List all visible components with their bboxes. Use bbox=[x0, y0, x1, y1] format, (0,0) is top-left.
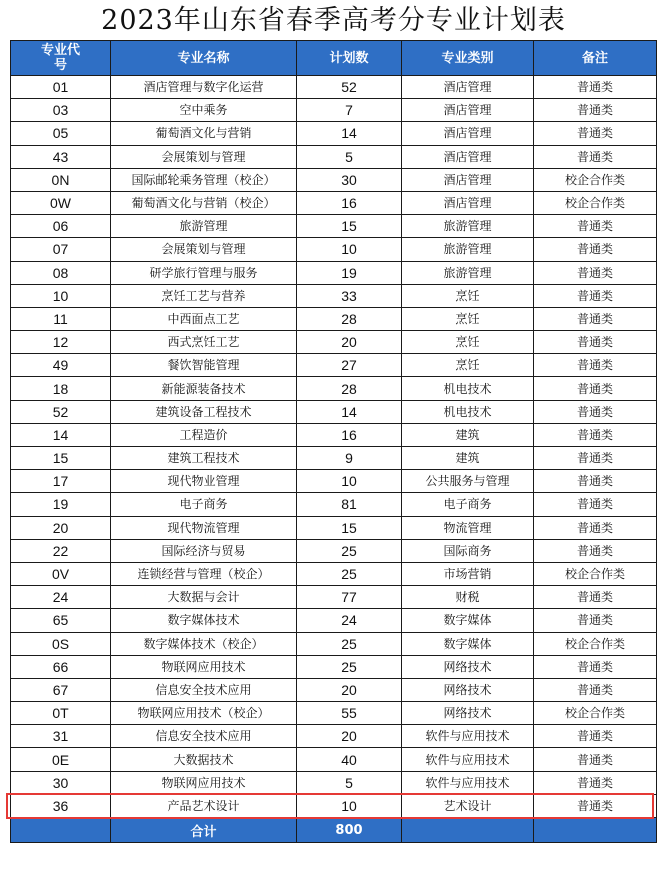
name-cell: 现代物业管理 bbox=[111, 470, 297, 493]
note-cell: 普通类 bbox=[534, 678, 657, 701]
category-cell: 网络技术 bbox=[402, 655, 534, 678]
code-cell: 11 bbox=[11, 307, 111, 330]
table-row bbox=[11, 215, 657, 238]
count-cell: 10 bbox=[297, 238, 402, 261]
code-cell: 24 bbox=[11, 586, 111, 609]
table-row bbox=[11, 331, 657, 354]
note-cell: 普通类 bbox=[534, 516, 657, 539]
note-cell: 普通类 bbox=[534, 493, 657, 516]
code-cell: 01 bbox=[11, 76, 111, 99]
code-cell: 08 bbox=[11, 261, 111, 284]
name-cell: 建筑工程技术 bbox=[111, 447, 297, 470]
note-cell: 普通类 bbox=[534, 354, 657, 377]
code-cell: 65 bbox=[11, 609, 111, 632]
code-cell: 67 bbox=[11, 678, 111, 701]
category-cell: 财税 bbox=[402, 586, 534, 609]
category-cell: 酒店管理 bbox=[402, 191, 534, 214]
category-cell: 软件与应用技术 bbox=[402, 748, 534, 771]
name-cell: 国际邮轮乘务管理（校企） bbox=[111, 168, 297, 191]
table-row bbox=[11, 99, 657, 122]
code-cell: 03 bbox=[11, 99, 111, 122]
category-cell: 酒店管理 bbox=[402, 168, 534, 191]
table-row bbox=[11, 609, 657, 632]
note-cell: 普通类 bbox=[534, 609, 657, 632]
table-row bbox=[11, 423, 657, 446]
count-cell: 25 bbox=[297, 632, 402, 655]
category-cell: 烹饪 bbox=[402, 354, 534, 377]
count-cell: 25 bbox=[297, 562, 402, 585]
name-cell: 研学旅行管理与服务 bbox=[111, 261, 297, 284]
table-row bbox=[11, 307, 657, 330]
note-cell: 普通类 bbox=[534, 307, 657, 330]
note-cell: 普通类 bbox=[534, 261, 657, 284]
note-cell: 普通类 bbox=[534, 423, 657, 446]
category-cell: 市场营销 bbox=[402, 562, 534, 585]
code-cell: 18 bbox=[11, 377, 111, 400]
category-cell: 烹饪 bbox=[402, 331, 534, 354]
table-row bbox=[11, 748, 657, 771]
note-cell: 普通类 bbox=[534, 145, 657, 168]
name-cell: 物联网应用技术（校企） bbox=[111, 702, 297, 725]
name-cell: 产品艺术设计 bbox=[111, 794, 297, 817]
table-footer bbox=[11, 818, 657, 843]
count-cell: 5 bbox=[297, 145, 402, 168]
code-cell: 10 bbox=[11, 284, 111, 307]
count-cell: 28 bbox=[297, 307, 402, 330]
count-cell: 33 bbox=[297, 284, 402, 307]
category-cell: 数字媒体 bbox=[402, 632, 534, 655]
category-cell: 国际商务 bbox=[402, 539, 534, 562]
category-cell: 电子商务 bbox=[402, 493, 534, 516]
code-cell: 0N bbox=[11, 168, 111, 191]
code-cell: 0T bbox=[11, 702, 111, 725]
count-cell: 15 bbox=[297, 516, 402, 539]
note-cell: 普通类 bbox=[534, 331, 657, 354]
category-cell: 旅游管理 bbox=[402, 261, 534, 284]
note-cell: 普通类 bbox=[534, 215, 657, 238]
category-cell: 建筑 bbox=[402, 447, 534, 470]
count-cell: 40 bbox=[297, 748, 402, 771]
category-cell: 艺术设计 bbox=[402, 794, 534, 817]
name-cell: 酒店管理与数字化运营 bbox=[111, 76, 297, 99]
table-row bbox=[11, 191, 657, 214]
count-cell: 20 bbox=[297, 678, 402, 701]
name-cell: 烹饪工艺与营养 bbox=[111, 284, 297, 307]
code-cell: 66 bbox=[11, 655, 111, 678]
note-cell: 普通类 bbox=[534, 470, 657, 493]
total-note-cell bbox=[534, 818, 657, 843]
note-cell: 普通类 bbox=[534, 76, 657, 99]
table-row bbox=[11, 516, 657, 539]
code-cell: 0W bbox=[11, 191, 111, 214]
name-cell: 数字媒体技术 bbox=[111, 609, 297, 632]
table-row bbox=[11, 562, 657, 585]
count-cell: 77 bbox=[297, 586, 402, 609]
table-row bbox=[11, 377, 657, 400]
count-cell: 10 bbox=[297, 794, 402, 817]
code-cell: 30 bbox=[11, 771, 111, 794]
note-cell: 校企合作类 bbox=[534, 632, 657, 655]
code-cell: 06 bbox=[11, 215, 111, 238]
count-cell: 7 bbox=[297, 99, 402, 122]
name-cell: 工程造价 bbox=[111, 423, 297, 446]
name-cell: 数字媒体技术（校企） bbox=[111, 632, 297, 655]
count-cell: 27 bbox=[297, 354, 402, 377]
table-row bbox=[11, 493, 657, 516]
category-cell: 建筑 bbox=[402, 423, 534, 446]
code-cell: 0V bbox=[11, 562, 111, 585]
note-cell: 普通类 bbox=[534, 447, 657, 470]
total-category-cell bbox=[402, 818, 534, 843]
column-header-category: 专业类别 bbox=[402, 41, 534, 76]
table-row bbox=[11, 261, 657, 284]
name-cell: 葡萄酒文化与营销 bbox=[111, 122, 297, 145]
enrollment-plan-table bbox=[10, 40, 657, 843]
table-row bbox=[11, 238, 657, 261]
count-cell: 25 bbox=[297, 655, 402, 678]
note-cell: 普通类 bbox=[534, 586, 657, 609]
category-cell: 烹饪 bbox=[402, 307, 534, 330]
table-body bbox=[11, 76, 657, 818]
name-cell: 电子商务 bbox=[111, 493, 297, 516]
category-cell: 旅游管理 bbox=[402, 238, 534, 261]
code-cell: 15 bbox=[11, 447, 111, 470]
column-header-code: 专业代号 bbox=[11, 41, 111, 76]
category-cell: 机电技术 bbox=[402, 400, 534, 423]
note-cell: 普通类 bbox=[534, 539, 657, 562]
name-cell: 大数据与会计 bbox=[111, 586, 297, 609]
category-cell: 数字媒体 bbox=[402, 609, 534, 632]
code-cell: 05 bbox=[11, 122, 111, 145]
note-cell: 普通类 bbox=[534, 122, 657, 145]
count-cell: 20 bbox=[297, 331, 402, 354]
code-cell: 14 bbox=[11, 423, 111, 446]
note-cell: 校企合作类 bbox=[534, 191, 657, 214]
name-cell: 空中乘务 bbox=[111, 99, 297, 122]
code-cell: 22 bbox=[11, 539, 111, 562]
table-row bbox=[11, 655, 657, 678]
name-cell: 连锁经营与管理（校企） bbox=[111, 562, 297, 585]
column-header-count: 计划数 bbox=[297, 41, 402, 76]
table-row bbox=[11, 632, 657, 655]
code-cell: 0E bbox=[11, 748, 111, 771]
total-count: 800 bbox=[297, 818, 402, 843]
code-cell: 07 bbox=[11, 238, 111, 261]
code-cell: 19 bbox=[11, 493, 111, 516]
name-cell: 会展策划与管理 bbox=[111, 145, 297, 168]
name-cell: 中西面点工艺 bbox=[111, 307, 297, 330]
total-label: 合计 bbox=[111, 818, 297, 843]
count-cell: 14 bbox=[297, 400, 402, 423]
count-cell: 19 bbox=[297, 261, 402, 284]
count-cell: 81 bbox=[297, 493, 402, 516]
total-row bbox=[11, 818, 657, 843]
count-cell: 25 bbox=[297, 539, 402, 562]
page-title: 2023年山东省春季高考分专业计划表 bbox=[101, 5, 566, 36]
name-cell: 会展策划与管理 bbox=[111, 238, 297, 261]
name-cell: 国际经济与贸易 bbox=[111, 539, 297, 562]
table-row bbox=[11, 586, 657, 609]
table-row bbox=[11, 725, 657, 748]
table-row bbox=[11, 76, 657, 99]
note-cell: 普通类 bbox=[534, 655, 657, 678]
count-cell: 24 bbox=[297, 609, 402, 632]
name-cell: 物联网应用技术 bbox=[111, 655, 297, 678]
table-row bbox=[11, 122, 657, 145]
note-cell: 普通类 bbox=[534, 377, 657, 400]
category-cell: 酒店管理 bbox=[402, 99, 534, 122]
category-cell: 酒店管理 bbox=[402, 76, 534, 99]
name-cell: 新能源装备技术 bbox=[111, 377, 297, 400]
note-cell: 普通类 bbox=[534, 725, 657, 748]
table-row-highlighted bbox=[11, 794, 657, 817]
code-cell: 0S bbox=[11, 632, 111, 655]
name-cell: 大数据技术 bbox=[111, 748, 297, 771]
code-cell: 20 bbox=[11, 516, 111, 539]
code-cell: 36 bbox=[11, 794, 111, 817]
name-cell: 物联网应用技术 bbox=[111, 771, 297, 794]
count-cell: 30 bbox=[297, 168, 402, 191]
table-row bbox=[11, 284, 657, 307]
table-row bbox=[11, 447, 657, 470]
table-row bbox=[11, 702, 657, 725]
name-cell: 信息安全技术应用 bbox=[111, 678, 297, 701]
code-cell: 17 bbox=[11, 470, 111, 493]
category-cell: 旅游管理 bbox=[402, 215, 534, 238]
note-cell: 校企合作类 bbox=[534, 562, 657, 585]
note-cell: 校企合作类 bbox=[534, 168, 657, 191]
category-cell: 公共服务与管理 bbox=[402, 470, 534, 493]
count-cell: 52 bbox=[297, 76, 402, 99]
category-cell: 网络技术 bbox=[402, 702, 534, 725]
code-cell: 49 bbox=[11, 354, 111, 377]
note-cell: 普通类 bbox=[534, 771, 657, 794]
table-row bbox=[11, 678, 657, 701]
count-cell: 5 bbox=[297, 771, 402, 794]
code-cell: 31 bbox=[11, 725, 111, 748]
table-row bbox=[11, 354, 657, 377]
table-row bbox=[11, 400, 657, 423]
count-cell: 9 bbox=[297, 447, 402, 470]
count-cell: 10 bbox=[297, 470, 402, 493]
count-cell: 16 bbox=[297, 191, 402, 214]
code-cell: 52 bbox=[11, 400, 111, 423]
table-row bbox=[11, 470, 657, 493]
count-cell: 14 bbox=[297, 122, 402, 145]
category-cell: 烹饪 bbox=[402, 284, 534, 307]
name-cell: 信息安全技术应用 bbox=[111, 725, 297, 748]
note-cell: 普通类 bbox=[534, 748, 657, 771]
table-header bbox=[11, 41, 657, 76]
column-header-name: 专业名称 bbox=[111, 41, 297, 76]
name-cell: 餐饮智能管理 bbox=[111, 354, 297, 377]
category-cell: 软件与应用技术 bbox=[402, 725, 534, 748]
count-cell: 16 bbox=[297, 423, 402, 446]
name-cell: 旅游管理 bbox=[111, 215, 297, 238]
category-cell: 软件与应用技术 bbox=[402, 771, 534, 794]
note-cell: 普通类 bbox=[534, 99, 657, 122]
table-row bbox=[11, 168, 657, 191]
category-cell: 酒店管理 bbox=[402, 122, 534, 145]
count-cell: 55 bbox=[297, 702, 402, 725]
category-cell: 物流管理 bbox=[402, 516, 534, 539]
column-header-note: 备注 bbox=[534, 41, 657, 76]
name-cell: 现代物流管理 bbox=[111, 516, 297, 539]
name-cell: 西式烹饪工艺 bbox=[111, 331, 297, 354]
name-cell: 建筑设备工程技术 bbox=[111, 400, 297, 423]
name-cell: 葡萄酒文化与营销（校企） bbox=[111, 191, 297, 214]
count-cell: 15 bbox=[297, 215, 402, 238]
category-cell: 机电技术 bbox=[402, 377, 534, 400]
note-cell: 校企合作类 bbox=[534, 702, 657, 725]
table-row bbox=[11, 539, 657, 562]
note-cell: 普通类 bbox=[534, 794, 657, 817]
total-code-cell bbox=[11, 818, 111, 843]
category-cell: 网络技术 bbox=[402, 678, 534, 701]
count-cell: 28 bbox=[297, 377, 402, 400]
count-cell: 20 bbox=[297, 725, 402, 748]
table-row bbox=[11, 771, 657, 794]
note-cell: 普通类 bbox=[534, 238, 657, 261]
category-cell: 酒店管理 bbox=[402, 145, 534, 168]
note-cell: 普通类 bbox=[534, 284, 657, 307]
table-row bbox=[11, 145, 657, 168]
code-cell: 43 bbox=[11, 145, 111, 168]
code-cell: 12 bbox=[11, 331, 111, 354]
note-cell: 普通类 bbox=[534, 400, 657, 423]
